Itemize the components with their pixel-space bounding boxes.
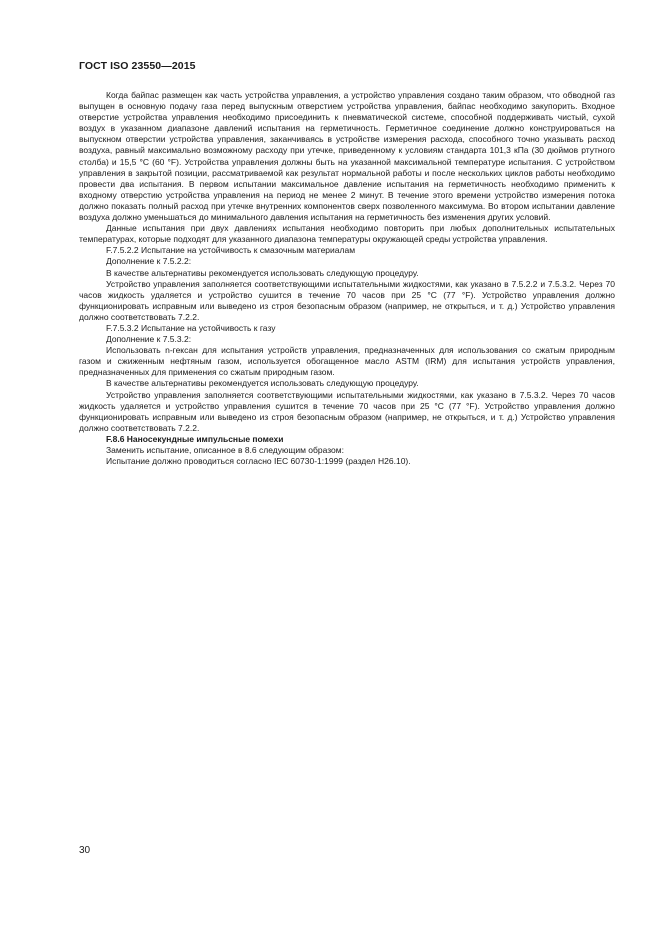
- paragraph-addendum-7522: Дополнение к 7.5.2.2:: [106, 256, 192, 267]
- paragraph-iec-reference: Испытание должно проводиться согласно IEC 60730-1:1999 (раздел H26.10).: [106, 456, 411, 467]
- section-heading-f86: F.8.6 Наносекундные импульсные помехи: [106, 433, 284, 444]
- paragraph-lubricant-procedure: Устройство управления заполняется соответствующими испытательными жидкостями, как указано в 7.5.2.2 и 7.5.3.2. Через 70 часов жидкость удаляется и устройство сушится в течение 70 часов при 25 °C (77 °F). Устройство управления должно функционировать исправным или выведено из строя безопасным образом (например, не открыться, и т. д.) Устройство управления должно соответствовать 7.2.2.: [79, 278, 615, 322]
- paragraph-alternative-2: В качестве альтернативы рекомендуется использовать следующую процедуру.: [106, 378, 419, 389]
- paragraph-bypass-test: Когда байпас размещен как часть устройства управления, а устройство управления создано таким образом, что обводной газ выпущен в основную подачу газа перед выпускным отверстием устройства управления, байпас необходимо закупорить. Входное отверстие устройства управления необходимо присоединить к пневматической системе, способной поддерживать чистый, сухой воздух в указанном диапазоне давлений испытания на герметичность. Герметичное соединение должно конструироваться на выпускном отверстии устройства управления, заканчиваясь в устройстве измерения расхода, способного точно указывать расход воздуха, равный максимально возможному расходу при утечке, приведенному к условиям стандарта 101,3 кПа (30 дюймов ртутного столба) и 15,5 °C (60 °F). Устройства управления должны быть на указанной максимальной температуре испытания. С устройством управления в закрытой позиции, рассматриваемой как результат нормальной работы и после нескольких циклов работы необходимо провести два испытания. В первом испытании максимальное давление испытания на герметичность необходимо применить к входному отверстию устройства управления на период не менее 2 минут. В течение этого времени устройство измерения потока должно показать полный расход при утечке внутренних компонентов сверх позволенного максимума. Во втором испытании давление воздуха должно уменьшаться до минимального давления испытания на герметичность без изменения других условий.: [79, 90, 615, 223]
- section-heading-f7532: F.7.5.3.2 Испытание на устойчивость к газу: [106, 322, 276, 333]
- section-heading-f7522: F.7.5.2.2 Испытание на устойчивость к смазочным материалам: [106, 245, 356, 256]
- paragraph-alternative-1: В качестве альтернативы рекомендуется использовать следующую процедуру.: [106, 267, 419, 278]
- paragraph-replace-test: Заменить испытание, описанное в 8.6 следующим образом:: [106, 445, 344, 455]
- document-header: ГОСТ ISO 23550—2015: [79, 60, 196, 72]
- paragraph-repeat-tests: Данные испытания при двух давлениях испытания необходимо повторить при любых дополнительных испытательных температурах, которые подходят для указанного диапазона температуры окружающей среды устройства управления.: [79, 223, 615, 245]
- paragraph-gas-procedure: Устройство управления заполняется соответствующими испытательными жидкостями, как указано в 7.5.3.2. Через 70 часов жидкость удаляется и устройство управления сушится в течение 70 часов при 25 °C (77 °F). Устройство управления должно функционировать исправным или выведено из строя безопасным образом (например, не открыться, и т. д.) Устройство управления должно соответствовать 7.2.2.: [79, 389, 615, 433]
- document-body: [79, 90, 615, 467]
- page-number: 30: [79, 845, 91, 856]
- paragraph-hexane: Использовать n-гексан для испытания устройств управления, предназначенных для использования со сжатым природным газом и сжиженным нефтяным газом, используется обогащенное масло ASTM (IRM) для испытания устройств управления, предназначенных для применения со сжатым природным газом.: [79, 345, 615, 378]
- paragraph-addendum-7532: Дополнение к 7.5.3.2:: [106, 334, 192, 345]
